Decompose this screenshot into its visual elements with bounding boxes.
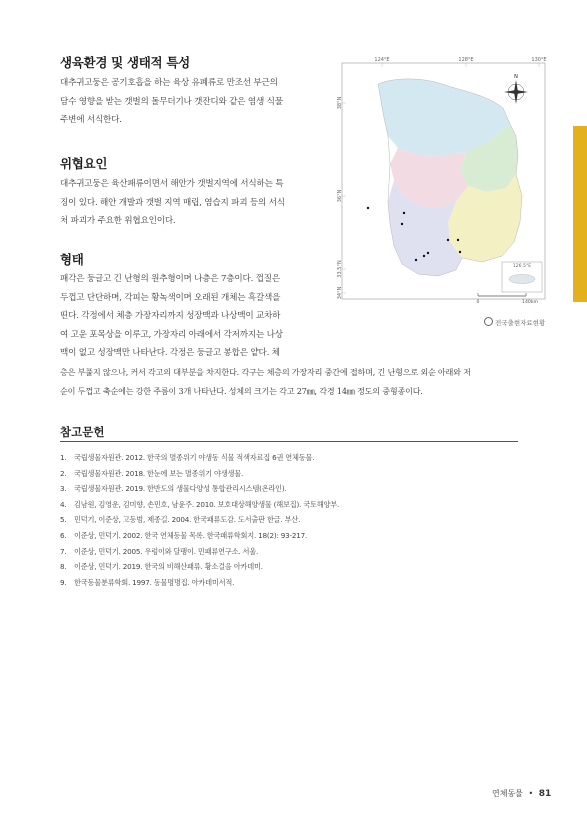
occurrence-point bbox=[367, 207, 369, 209]
map-lon-label: 124°E bbox=[374, 57, 390, 63]
svg-text:N: N bbox=[514, 74, 518, 80]
map-lon-label: 130°E bbox=[531, 57, 547, 63]
map-caption: 전국출현자료현황 bbox=[484, 317, 545, 327]
map-lat-label: 34°N bbox=[337, 286, 343, 300]
references-divider bbox=[60, 441, 518, 442]
jeju-island bbox=[509, 275, 535, 284]
page-footer bbox=[492, 788, 551, 799]
reference-item: 3. 국립생물자원관. 2019. 한반도의 생물다양성 통합관리시스템(온라인). bbox=[60, 484, 287, 494]
svg-text:140km: 140km bbox=[522, 300, 538, 305]
reference-item: 1. 국립생물자원관. 2012. 한국의 멸종위기 야생동 식물 적색자료집 6권 연체동물. bbox=[60, 453, 315, 462]
occurrence-point bbox=[401, 223, 403, 225]
occurrence-point bbox=[415, 259, 417, 261]
occurrence-point bbox=[423, 255, 425, 257]
occurrence-point bbox=[403, 212, 405, 214]
morphology-paragraph-wide: 층은 부풀지 않으나, 커서 각고의 대부분을 차지한다. 각구는 체층의 가장자리 중간에 접하며, 긴 난형으로 외순 아래와 저 순이 두껍고 축순에는 강한 주름이 3개 나타난다. 성체의 크기는 각고 27㎜, 각경 14㎜ 정도의 중형종이다. bbox=[60, 367, 471, 396]
svg-text:0: 0 bbox=[476, 300, 480, 305]
page-number: 81 bbox=[538, 789, 552, 799]
occurrence-point bbox=[457, 239, 459, 241]
morphology-heading: 형태 bbox=[60, 252, 84, 267]
reference-item: 8. 이준상, 민덕기. 2019. 한국의 비해산패류. 황소걸음 아카데미. bbox=[60, 562, 263, 572]
occurrence-point bbox=[427, 252, 429, 254]
reference-item: 9. 한국동물분류학회. 1997. 동물명명집. 아카데미서적. bbox=[60, 577, 235, 587]
reference-item: 7. 이준상, 민덕기. 2005. 우렁이와 달팽이. 민패류연구소. 서울. bbox=[60, 546, 259, 556]
map-lat-label: 36°N bbox=[337, 189, 343, 203]
reference-item: 5. 민덕기, 이준상, 고동범, 제종길. 2004. 한국패류도감. 도서출판 한글. 부산. bbox=[60, 515, 301, 525]
occurrence-point bbox=[447, 239, 449, 241]
threats-heading: 위협요인 bbox=[60, 156, 108, 171]
reference-item: 6. 이준상, 민덕기. 2002. 한국 연체동물 목록. 한국패류학회지. 18(2): 93-217. bbox=[60, 530, 308, 540]
footer-separator: • bbox=[528, 789, 534, 798]
threats-paragraph: 대추귀고둥은 육산패류이면서 해안가 갯벌지역에 서식하는 특 징이 있다. 해안 개발과 갯벌 지역 매립, 염습지 파괴 등의 서식 처 파괴가 주요한 위협요인이다. bbox=[60, 179, 285, 227]
inset-label: 126.5°E bbox=[512, 264, 532, 269]
map-lon-label: 128°E bbox=[458, 57, 474, 63]
occurrence-point bbox=[459, 251, 461, 253]
reference-item: 2. 국립생물자원관. 2018. 한눈에 보는 멸종위기 야생생물. bbox=[60, 468, 244, 478]
map-lat-label: 38°N bbox=[337, 96, 343, 110]
footer-section: 연체동물 bbox=[492, 789, 523, 798]
references-heading: 참고문헌 bbox=[60, 425, 105, 439]
reference-item: 4. 김남원, 김영운, 김미향, 손민호, 남윤주. 2010. 보호대상해양생물 (해보집). 국토해양부. bbox=[60, 499, 340, 509]
map-lat-label: 33.5°N bbox=[337, 260, 343, 278]
chapter-tab bbox=[573, 126, 587, 302]
references-list bbox=[60, 450, 339, 590]
morphology-paragraph-narrow: 패각은 둥글고 긴 난형의 원추형이며 나층은 7층이다. 껍질은 두껍고 단단하며, 각피는 황녹색이며 오래된 개체는 흑갈색을 띤다. 각정에서 체층 가장자리까지 성장맥과 나상맥이 교차하 여 고운 포목상을 이루고, 가장자리 아래에서 각저까지는 나상 맥이 없고 성장맥만 나타난다. 각정은 둥글고 봉합은 얕다. 체 bbox=[60, 274, 283, 359]
marker-legend-icon bbox=[484, 317, 493, 326]
habitat-heading: 생육환경 및 생태적 특성 bbox=[60, 55, 190, 70]
habitat-paragraph: 대추귀고둥은 공기호흡을 하는 육상 유폐류로 만조선 부근의 담수 영향을 받는 갯벌의 돌무더기나 갯잔디와 같은 염생 식물 주변에 서식한다. bbox=[60, 78, 283, 126]
distribution-map bbox=[338, 56, 552, 312]
